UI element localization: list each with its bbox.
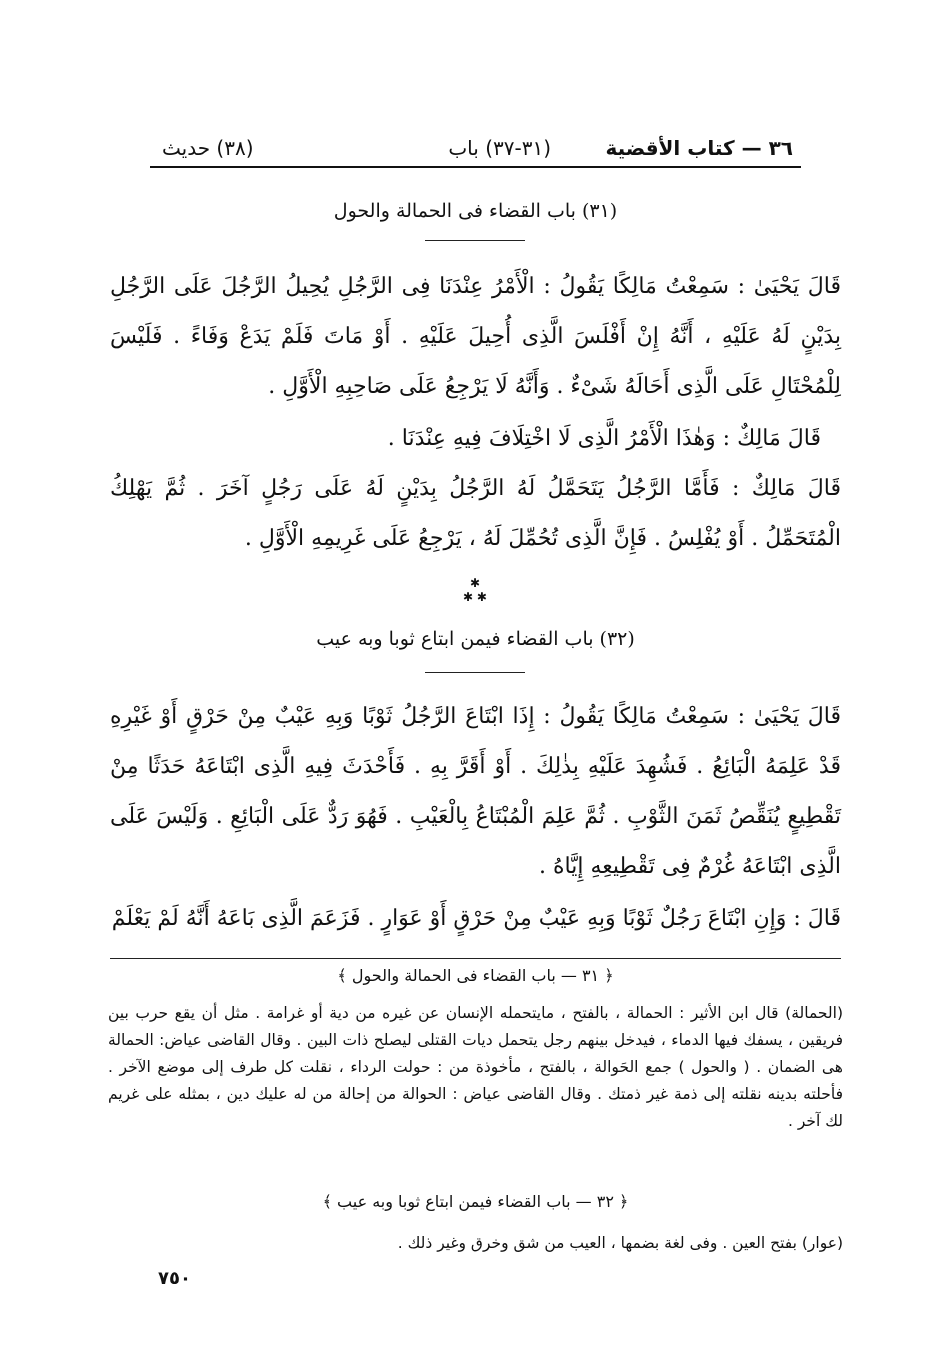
chapter-32-paragraph-2: قَالَ : وَإِنِ ابْتَاعَ رَجُلٌ ثَوْبًا وَبِهِ عَيْبٌ مِنْ حَرْقٍ أَوْ عَوَارٍ . فَزَعَمَ الَّذِى بَاعَهُ أَنَّهُ لَمْ يَعْلَمْ	[111, 906, 841, 931]
running-header	[150, 128, 801, 168]
chapter-31-paragraph-1: قَالَ يَحْيَىٰ : سَمِعْتُ مَالِكًا يَقُولُ : الْأَمْرُ عِنْدَنَا فِى الرَّجُلِ يُحِيلُ الرَّجُلَ عَلَى الرَّجُلِ بِدَيْنٍ لَهُ عَلَيْهِ ، أَنَّهُ إِنْ أَفْلَسَ الَّذِى أُحِيلَ عَلَيْهِ . أَوْ مَاتَ فَلَمْ يَدَعْ وَفَاءً . فَلَيْسَ لِلْمُحْتَالِ عَلَى الَّذِى أَحَالَهُ شَىْءٌ . وَأَنَّهُ لَا يَرْجِعُ عَلَى صَاحِبِهِ الْأَوَّلِ .	[110, 274, 841, 399]
chapter-31-title: (٣١) باب القضاء فى الحمالة والحول	[333, 200, 618, 222]
chapter-31-rule	[425, 240, 525, 241]
footnote-31-text: (الحمالة) قال ابن الأثير : الحمالة ، بالفتح ، مايتحمله الإنسان عن غيره من دية أو غرامة . مثل أن يقع حرب بين فريقين ، يسفك فيها الدماء ، فيدخل بينهم رجل يتحمل ديات القتلى ليصلح ذات البين . وقال القاضى عياض: الحمالة هى الضمان . ( والحول ) جمع الحَوالة ، بالفتح ، مأخوذة من : حولت الرداء ، نقلت كل طرف إلى موضع الآخر . فأحلته بدينه نقلته إلى ذمة غير ذمتك . وقال القاضى عياض : الحوالة من إحالة من له عليك دين ، بمثله على غريم لك آخر .	[108, 1004, 843, 1130]
section-divider-ornament: ✱ ✱ ✱	[463, 576, 487, 604]
chapter-32-rule	[425, 672, 525, 673]
header-page-and-book: ٣٦ — كتاب الأقضية	[605, 136, 793, 160]
header-chapters-range: (٣١-٣٧) باب	[448, 136, 551, 160]
footnote-32-text: (عوار) بفتح العين . وفى لغة بضمها ، العيب من شق وخرق وغير ذلك .	[397, 1234, 843, 1252]
footnote-rule	[110, 958, 841, 959]
chapter-32-paragraph-1: قَالَ يَحْيَىٰ : سَمِعْتُ مَالِكًا يَقُولُ : إِذَا ابْتَاعَ الرَّجُلُ ثَوْبًا وَبِهِ عَيْبٌ مِنْ حَرْقٍ أَوْ غَيْرِهِ قَدْ عَلِمَهُ الْبَائِعُ . فَشُهِدَ عَلَيْهِ بِذٰلِكَ . أَوْ أَقَرَّ بِهِ . فَأَحْدَثَ فِيهِ الَّذِى ابْتَاعَهُ حَدَثًا مِنْ تَقْطِيعٍ يُنَقِّصُ ثَمَنَ الثَّوْبِ . ثُمَّ عَلِمَ الْمُبْتَاعُ بِالْعَيْبِ . فَهُوَ رَدٌّ عَلَى الْبَائِعِ . وَلَيْسَ عَلَى الَّذِى ابْتَاعَهُ غُرْمٌ فِى تَقْطِيعِهِ إِيَّاهُ .	[110, 704, 841, 879]
chapter-32-title: (٣٢) باب القضاء فيمن ابتاع ثوبا وبه عيب	[316, 628, 635, 650]
chapter-31-paragraph-3: قَالَ مَالِكٌ : فَأَمَّا الرَّجُلُ يَتَحَمَّلُ لَهُ الرَّجُلُ بِدَيْنٍ لَهُ عَلَى رَجُلٍ آخَرَ . ثُمَّ يَهْلِكُ الْمُتَحَمِّلُ . أَوْ يُفْلِسُ . فَإِنَّ الَّذِى تُحُمِّلَ لَهُ ، يَرْجِعُ عَلَى غَرِيمِهِ الْأَوَّلِ .	[110, 476, 841, 551]
footnote-31-title: ﴿ ٣١ — باب القضاء فى الحمالة والحول ﴾	[337, 966, 614, 985]
footnote-32-title: ﴿ ٣٢ — باب القضاء فيمن ابتاع ثوبا وبه عيب ﴾	[322, 1192, 629, 1211]
chapter-31-paragraph-2: قَالَ مَالِكٌ : وَهٰذَا الْأَمْرُ الَّذِى لَا اخْتِلَافَ فِيهِ عِنْدَنَا .	[387, 426, 821, 451]
page-number: ٧٥٠	[158, 1268, 191, 1289]
header-rule	[150, 166, 801, 168]
header-hadith-range: (٣٨) حديث	[162, 136, 254, 160]
